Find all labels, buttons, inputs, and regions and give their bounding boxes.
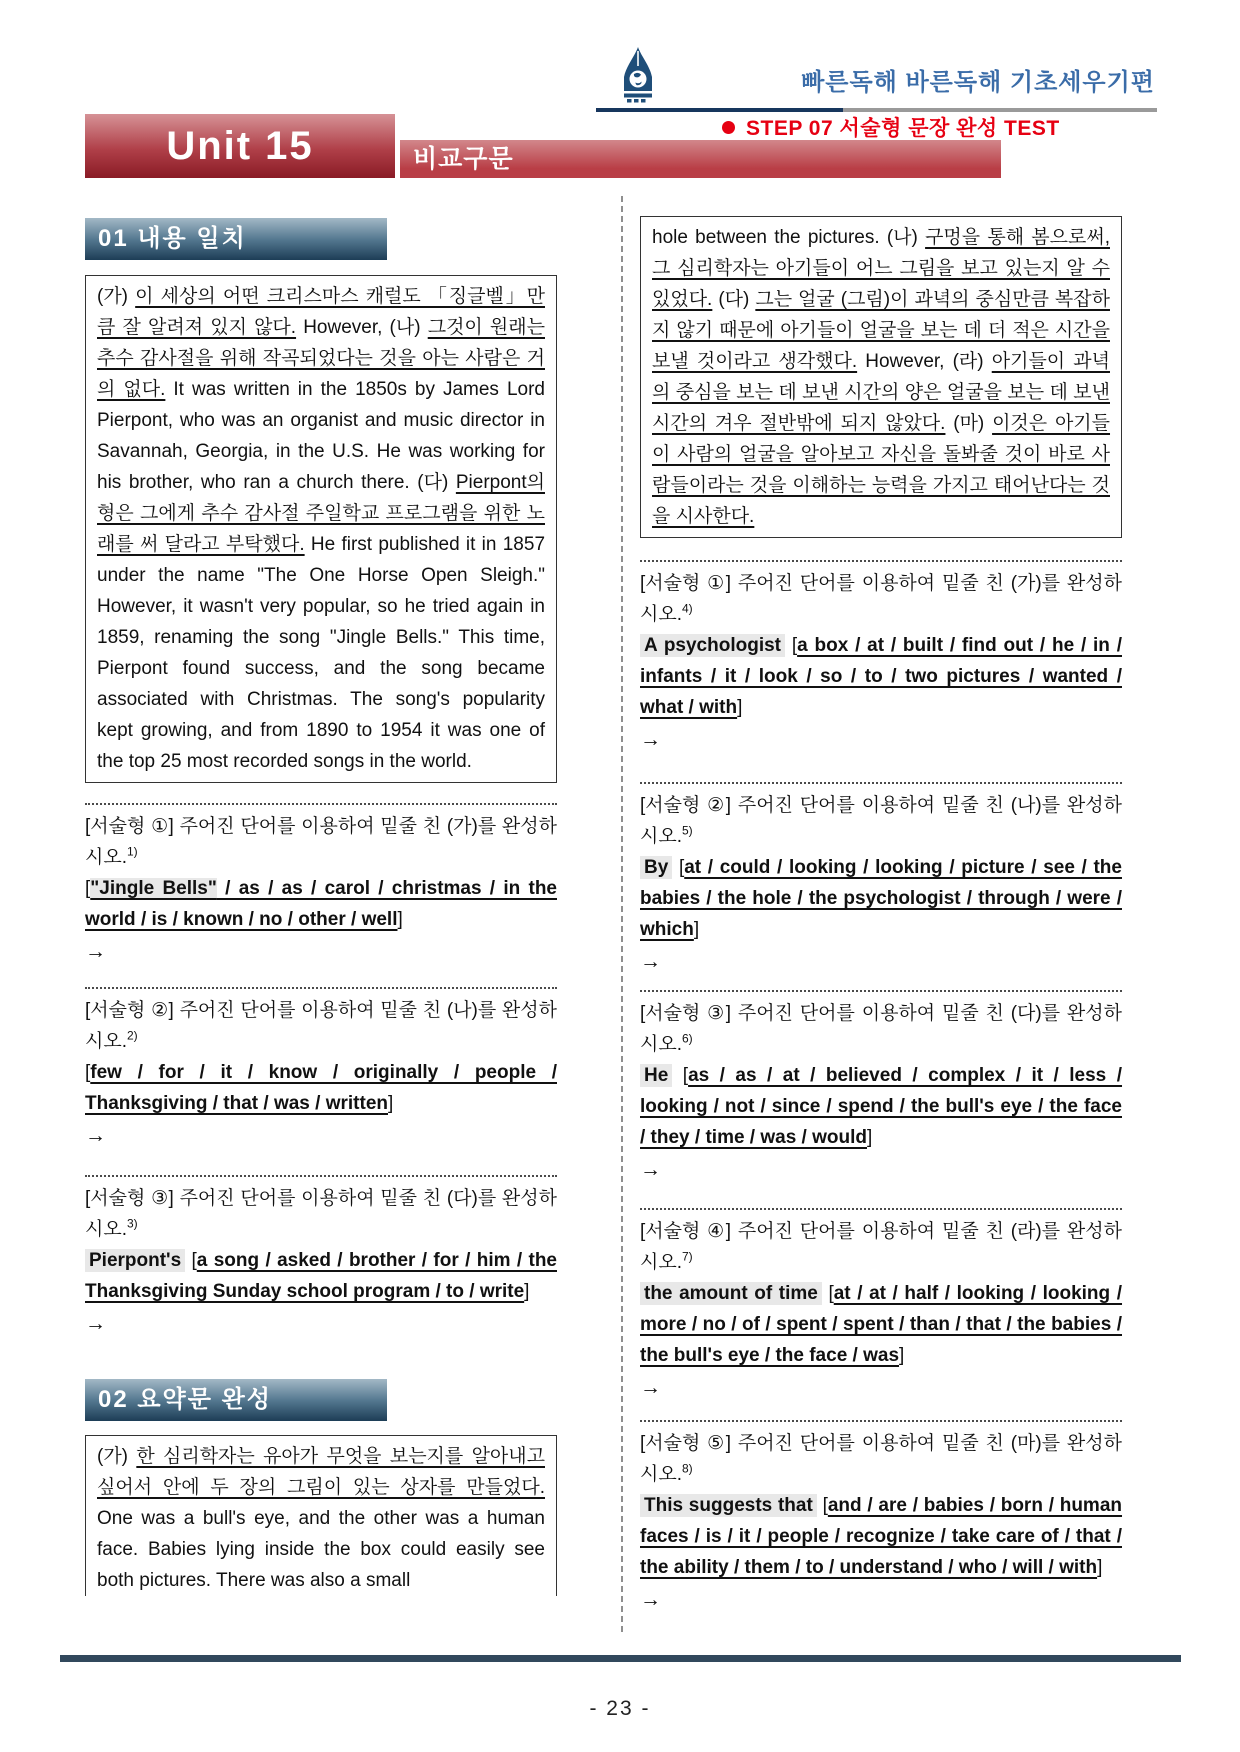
footer-bar	[60, 1655, 1181, 1662]
bracket-close: ]	[737, 697, 743, 718]
word-bank	[85, 1057, 557, 1119]
text-segment: (가)	[97, 1446, 137, 1467]
answer-arrow: →	[640, 1158, 661, 1181]
text-segment: (가)	[97, 286, 136, 307]
bracket-open: [	[85, 1062, 91, 1083]
bracket-open: [	[791, 635, 798, 656]
bracket-close: ]	[388, 1093, 394, 1114]
question-label-text: [서술형 ①] 주어진 단어를 이용하여 밑줄 친 (가)를 완성하시오.	[640, 573, 1122, 625]
word-bank-words: at / could / looking / looking / picture / see / the babies / the hole / the psychologist / through / were / which	[640, 857, 1122, 940]
answer-lead-text: Pierpont's	[85, 1249, 185, 1272]
word-bank-words: at / at / half / looking / looking / more / no / of / spent / spent / than / that / the babies / the bull's eye / the face / was	[640, 1283, 1123, 1366]
unit-label: Unit 15	[166, 124, 314, 168]
text-segment: (마)	[945, 413, 993, 434]
bracket-close: ]	[867, 1127, 873, 1148]
question-label	[640, 998, 1122, 1060]
question-block	[640, 990, 1122, 1208]
passage-box-continued	[640, 216, 1122, 538]
section-02-header	[85, 1379, 387, 1421]
answer-arrow: →	[640, 950, 661, 973]
question-label-text: [서술형 ②] 주어진 단어를 이용하여 밑줄 친 (나)를 완성하시오.	[85, 1000, 557, 1052]
footnote-number: 1)	[127, 844, 138, 859]
bracket-open: [	[822, 1495, 828, 1516]
step-label: STEP 07 서술형 문장 완성 TEST	[746, 117, 1060, 140]
step-bullet-icon	[722, 121, 735, 134]
answer-lead-text: the amount of time	[640, 1282, 822, 1305]
word-bank	[640, 1490, 1122, 1583]
question-block	[85, 987, 557, 1175]
footnote-number: 6)	[682, 1031, 693, 1046]
word-bank-words: and / are / babies / born / human faces / is / it / people / recognize / take care of / that / the ability / them / to / understand / who / will / with	[640, 1495, 1123, 1578]
footnote-number: 7)	[682, 1249, 693, 1264]
answer-lead-text: By	[640, 856, 672, 879]
answer-arrow: →	[640, 728, 661, 751]
right-column	[640, 216, 1122, 1615]
answer-arrow: →	[640, 1376, 661, 1399]
question-label-text: [서술형 ③] 주어진 단어를 이용하여 밑줄 친 (다)를 완성하시오.	[640, 1003, 1122, 1055]
bracket-close: ]	[693, 919, 700, 940]
question-label-text: [서술형 ⑤] 주어진 단어를 이용하여 밑줄 친 (마)를 완성하시오.	[640, 1433, 1122, 1485]
text-segment: However, (라)	[857, 351, 992, 372]
question-label	[640, 568, 1122, 630]
unit-badge	[85, 114, 395, 178]
question-label	[85, 1183, 557, 1245]
question-block	[640, 1420, 1122, 1615]
footnote-number: 4)	[682, 601, 693, 616]
question-block	[85, 803, 557, 987]
bracket-close: ]	[524, 1281, 530, 1302]
question-label-text: [서술형 ④] 주어진 단어를 이용하여 밑줄 친 (라)를 완성하시오.	[640, 1221, 1122, 1273]
word-bank-words: a box / at / built / find out / he / in / infants / it / look / so / to / two pictures / wanted / what / with	[640, 635, 1122, 718]
question-label	[85, 995, 557, 1057]
word-bank-words: / as / as / carol / christmas / in the world / is / known / no / other / well	[85, 878, 557, 930]
word-bank	[640, 1060, 1122, 1153]
word-bank	[640, 852, 1122, 945]
question-list-left	[85, 803, 557, 1371]
question-label-text: [서술형 ①] 주어진 단어를 이용하여 밑줄 친 (가)를 완성하시오.	[85, 816, 557, 868]
word-bank	[85, 873, 557, 935]
question-block	[640, 782, 1122, 990]
bracket-open: [	[682, 1065, 689, 1086]
brand-title: 빠른독해 바른독해 기초세우기편	[801, 69, 1155, 96]
section-02-title: 02 요약문 완성	[98, 1386, 272, 1413]
bracket-open: [	[678, 857, 685, 878]
word-bank	[640, 630, 1122, 723]
word-bank-words: few / for / it / know / originally / people / Thanksgiving / that / was / written	[85, 1062, 557, 1114]
text-segment: (다)	[712, 289, 756, 310]
underlined-segment: 그는 얼굴 (그림)이 과녁의 중심만큼 복잡하지 않기 때문에 아기들이 얼굴을 보는 데 더 적은 시간을 보낼 것이라고 생각했다.	[652, 289, 1110, 372]
pen-logo-icon	[614, 46, 662, 108]
footnote-number: 3)	[127, 1216, 138, 1231]
answer-arrow: →	[640, 1588, 661, 1611]
question-list-right	[640, 560, 1122, 1615]
footnote-number: 2)	[127, 1028, 138, 1043]
underlined-segment: 이것은 아기들이 사람의 얼굴을 알아보고 자신을 돌봐줄 것이 바로 사람들이라는 것을 이해하는 능력을 가지고 태어난다는 것을 시사한다.	[652, 413, 1111, 527]
left-column	[85, 218, 557, 1596]
page-number: - 23 -	[589, 1697, 651, 1720]
bracket-open: [	[85, 878, 91, 899]
question-block	[640, 1208, 1122, 1420]
question-block	[640, 560, 1122, 782]
underlined-segment: 아기들이 과녁의 중심을 보는 데 보낸 시간의 양은 얼굴을 보는 데 보낸 시간의 겨우 절반밖에 되지 않았다.	[652, 351, 1110, 434]
passage-box-1	[85, 275, 557, 783]
answer-arrow: →	[85, 1312, 106, 1335]
text-segment: He first published it in 1857 under the name "The One Horse Open Sleigh." However, it wasn't very popular, so he tried again in 1859, renaming the song "Jingle Bells." This time, Pierpont found success, and the song became associated with Christmas. The song's popularity kept growing, and from 1890 to 1954 it was one of the top 25 most recorded songs in the world.	[97, 534, 546, 772]
column-divider	[621, 196, 623, 1632]
bracket-close: ]	[397, 909, 403, 930]
bracket-open: [	[828, 1283, 834, 1304]
unit-subtitle-bar	[400, 140, 1001, 178]
underlined-segment: 한 심리학자는 유아가 무엇을 보는지를 알아내고 싶어서 안에 두 장의 그림이 있는 상자를 만들었다.	[97, 1446, 545, 1498]
text-segment: One was a bull's eye, and the other was a human face. Babies lying inside the box could easily see both pictures. There was also a small	[97, 1508, 545, 1591]
text-segment: hole between the pictures. (나)	[652, 227, 926, 248]
word-bank-words: as / as / at / believed / complex / it / less / looking / not / since / spend / the bull's eye / the face / they / time / was / would	[640, 1065, 1123, 1148]
word-bank-words: a song / asked / brother / for / him / the Thanksgiving Sunday school program / to / write	[85, 1250, 557, 1302]
underlined-segment: Pierpont의 형은 그에게 추수 감사절 주일학교 프로그램을 위한 노래를 써 달라고 부탁했다.	[97, 472, 545, 555]
section-01-title: 01 내용 일치	[98, 225, 247, 252]
bracket-open: [	[191, 1250, 197, 1271]
question-label-text: [서술형 ②] 주어진 단어를 이용하여 밑줄 친 (나)를 완성하시오.	[640, 795, 1122, 847]
answer-arrow: →	[85, 1124, 106, 1147]
question-label	[85, 811, 557, 873]
text-segment: It was written in the 1850s by James Lord Pierpont, who was an organist and music director in Savannah, Georgia, in the U.S. He was working for his brother, who ran a church there. (다)	[97, 379, 545, 493]
footnote-number: 8)	[682, 1461, 693, 1476]
word-bank-words: "Jingle Bells"	[90, 878, 217, 899]
word-bank	[640, 1278, 1122, 1371]
question-label-text: [서술형 ③] 주어진 단어를 이용하여 밑줄 친 (다)를 완성하시오.	[85, 1188, 557, 1240]
footnote-number: 5)	[682, 823, 693, 838]
word-bank	[85, 1245, 557, 1307]
answer-lead-text: This suggests that	[640, 1494, 817, 1517]
passage-box-2	[85, 1435, 557, 1596]
text-segment: However, (나)	[296, 317, 428, 338]
question-block	[85, 1175, 557, 1371]
step-heading	[722, 112, 1060, 142]
underlined-segment: 이 세상의 어떤 크리스마스 캐럴도 「징글벨」만큼 잘 알려져 있지 않다.	[97, 286, 545, 338]
question-label	[640, 1428, 1122, 1490]
underlined-segment: 그것이 원래는 추수 감사절을 위해 작곡되었다는 것을 아는 사람은 거의 없다.	[97, 317, 545, 400]
question-label	[640, 790, 1122, 852]
question-label	[640, 1216, 1122, 1278]
underlined-segment: 구멍을 통해 봄으로써, 그 심리학자는 아기들이 어느 그림을 보고 있는지 알 수 있었다.	[652, 227, 1110, 310]
answer-arrow: →	[85, 940, 106, 963]
answer-lead-text: A psychologist	[640, 634, 785, 657]
answer-lead-text: He	[640, 1064, 672, 1087]
section-01-header	[85, 218, 387, 260]
bracket-close: ]	[1097, 1557, 1103, 1578]
bracket-close: ]	[899, 1345, 905, 1366]
unit-subtitle: 비교구문	[413, 145, 514, 173]
